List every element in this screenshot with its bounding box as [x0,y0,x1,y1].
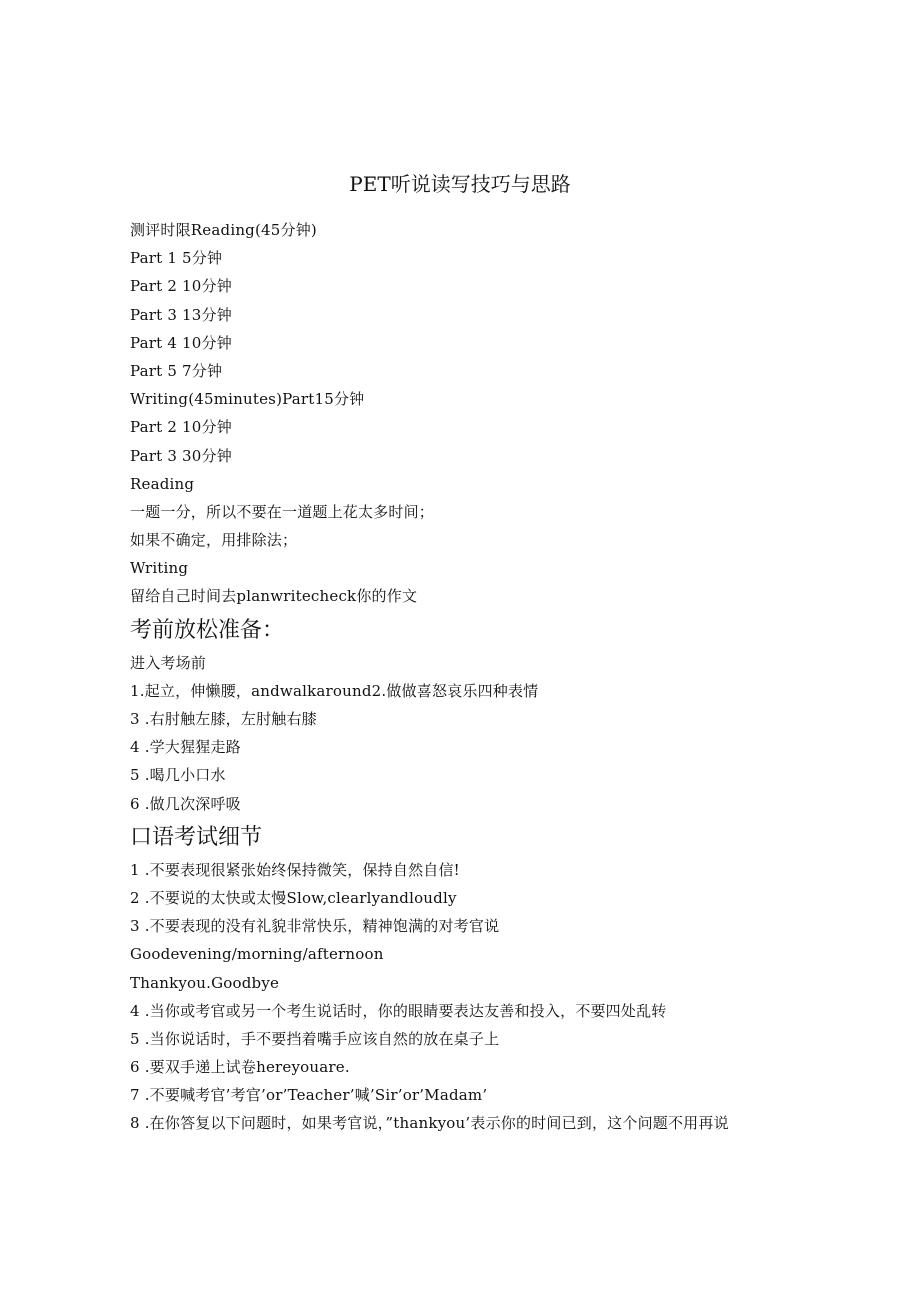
list-item: 1 .不要表现很紧张始终保持微笑，保持自然自信! [130,860,460,879]
text-line: 一题一分，所以不要在一道题上花太多时间； [130,502,435,521]
page-title: PET听说读写技巧与思路 [349,172,571,196]
list-item: 1.起立，伸懒腰，andwalkaround2.做做喜怒哀乐四种表情 [130,681,539,700]
list-item: 6 .做几次深呼吸 [130,794,241,813]
text-line: Thankyou.Goodbye [130,973,280,992]
list-item: 5 .当你说话时，手不要挡着嘴手应该自然的放在桌子上 [130,1029,500,1048]
section-heading-relax: 考前放松准备： [130,617,285,643]
list-item: 5 .喝几小口水 [130,766,226,785]
list-item: 2 .不要说的太快或太慢Slow,clearlyandloudly [130,888,457,907]
text-line: Part 1 5分钟 [130,249,223,268]
text-line: Goodevening/morning/afternoon [130,945,384,964]
text-line: Writing(45minutes)Part15分钟 [130,390,365,409]
text-line: 测评时限Reading(45分钟) [130,221,317,239]
text-line: Part 2 10分钟 [130,418,232,437]
text-line: Part 3 30分钟 [130,446,232,465]
text-line: Part 5 7分钟 [130,361,223,380]
section-heading-speaking: 口语考试细节 [130,824,263,850]
text-line: Part 3 13分钟 [130,305,232,324]
list-item: 6 .要双手递上试卷hereyouare. [130,1058,350,1077]
list-item: 4 .当你或考官或另一个考生说话时，你的眼睛要表达友善和投入，不要四处乱转 [130,1001,667,1020]
list-item: 3 .不要表现的没有礼貌非常快乐，精神饱满的对考官说 [130,917,500,936]
list-item: 7 .不要喊考官’考官’or’Teacher’喊’Sir’or’Madam’ [130,1086,488,1105]
list-item: 8 .在你答复以下问题时，如果考官说，”thankyou’表示你的时间已到，这个问题不用再说 [130,1114,729,1133]
text-line: 留给自己时间去planwritecheck你的作文 [130,587,418,606]
text-line: 进入考场前 [130,653,207,672]
text-line: Reading [130,474,195,493]
list-item: 4 .学大猩猩走路 [130,738,241,757]
text-line: Part 2 10分钟 [130,277,232,296]
document-body [130,216,890,1138]
text-line: 如果不确定，用排除法； [130,531,298,550]
text-line: Part 4 10分钟 [130,333,232,352]
text-line: Writing [130,559,189,578]
list-item: 3 .右肘触左膝，左肘触右膝 [130,710,317,728]
